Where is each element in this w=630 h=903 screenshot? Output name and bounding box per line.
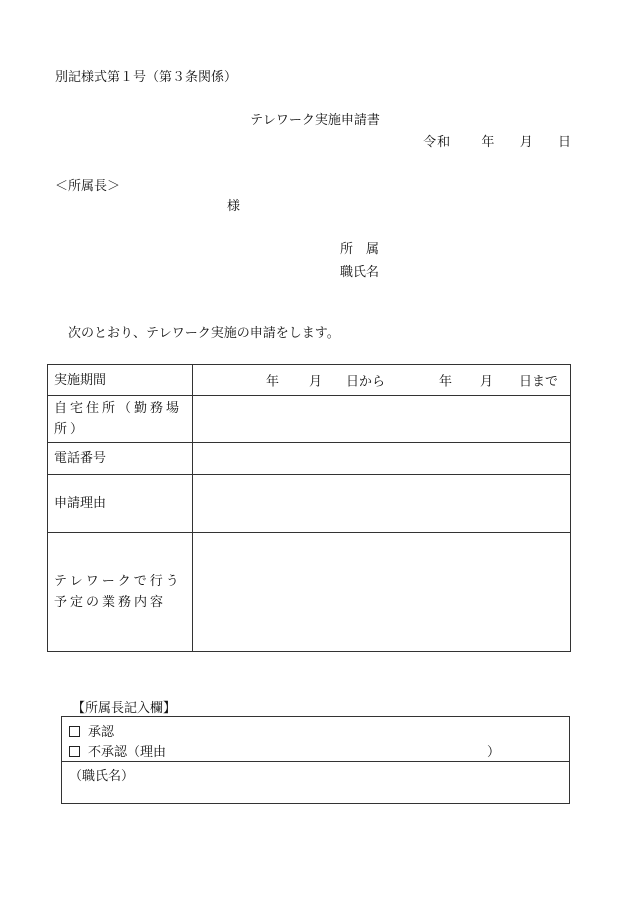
approve-checkbox-icon[interactable]: [69, 726, 80, 737]
reject-label: 不承認（理由: [88, 745, 167, 760]
work-label: テレワークで行う予定の業務内容: [48, 533, 193, 652]
address-field[interactable]: [193, 396, 571, 443]
approve-label: 承認: [88, 725, 115, 740]
date-day-label: 日: [557, 135, 572, 150]
period-month2: 月: [480, 374, 494, 390]
table-row: [48, 475, 571, 533]
date-era: 令和: [423, 135, 452, 150]
divider: [62, 761, 569, 762]
reject-close-paren: ）: [487, 745, 501, 760]
reason-field[interactable]: [193, 475, 571, 533]
applicant-name-label: 職氏名: [340, 265, 380, 280]
address-label: 自宅住所（勤務場所）: [48, 396, 193, 443]
application-table: [47, 364, 571, 652]
form-id: 別記様式第１号（第３条関係）: [55, 70, 238, 85]
period-from: 日から: [346, 374, 386, 390]
date-year-label: 年: [481, 135, 496, 150]
table-row: [48, 533, 571, 652]
period-month1: 月: [309, 374, 323, 390]
work-field[interactable]: [193, 533, 571, 652]
table-row: [48, 396, 571, 443]
date-line: [423, 131, 572, 150]
supervisor-box: [61, 716, 570, 804]
date-month-label: 月: [519, 135, 534, 150]
recipient-honorific: 様: [227, 199, 241, 214]
phone-label: 電話番号: [48, 443, 193, 475]
period-field[interactable]: [193, 365, 571, 396]
recipient-heading: ＜所属長＞: [55, 179, 121, 194]
table-row: [48, 443, 571, 475]
document-title: テレワーク実施申請書: [250, 113, 380, 128]
supervisor-name-label: （職氏名）: [69, 769, 135, 784]
applicant-affiliation-label: 所 属: [340, 242, 380, 257]
period-year1: 年: [266, 374, 280, 390]
supervisor-section-title: 【所属長記入欄】: [72, 701, 177, 716]
period-until: 日まで: [519, 374, 559, 390]
intro-text: 次のとおり、テレワーク実施の申請をします。: [68, 326, 340, 341]
phone-field[interactable]: [193, 443, 571, 475]
reject-option[interactable]: [69, 741, 166, 760]
reject-checkbox-icon[interactable]: [69, 746, 80, 757]
period-label: 実施期間: [48, 365, 193, 396]
approve-option[interactable]: [69, 721, 114, 740]
table-row: [48, 365, 571, 396]
reason-label: 申請理由: [48, 475, 193, 533]
period-year2: 年: [439, 374, 453, 390]
